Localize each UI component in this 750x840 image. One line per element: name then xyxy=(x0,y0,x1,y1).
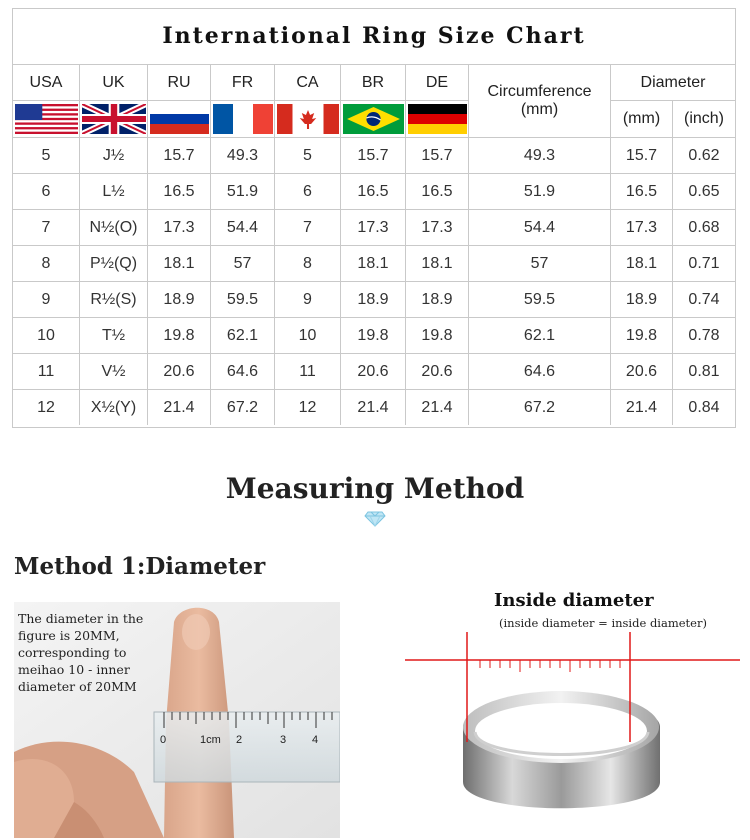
table-cell: 62.1 xyxy=(211,318,275,354)
table-cell: R½(S) xyxy=(80,282,148,318)
flag-cell xyxy=(211,101,275,138)
table-cell: 67.2 xyxy=(211,390,275,425)
column-header-br: BR xyxy=(341,65,406,101)
column-header-usa: USA xyxy=(13,65,80,101)
table-cell: 7 xyxy=(13,210,80,246)
ruler-label: 0 xyxy=(160,734,167,746)
table-cell: 0.68 xyxy=(673,210,735,246)
table-cell: V½ xyxy=(80,354,148,390)
table-cell: T½ xyxy=(80,318,148,354)
table-cell: X½(Y) xyxy=(80,390,148,425)
column-header-uk: UK xyxy=(80,65,148,101)
ring-size-chart xyxy=(12,8,736,428)
table-cell: 12 xyxy=(275,390,341,425)
diagram-title: Inside diameter xyxy=(494,590,654,611)
column-header-fr: FR xyxy=(211,65,275,101)
uk-flag-icon xyxy=(82,104,146,134)
table-cell: 0.71 xyxy=(673,246,735,282)
table-cell: 57 xyxy=(211,246,275,282)
table-cell: 8 xyxy=(13,246,80,282)
table-cell: 0.65 xyxy=(673,174,735,210)
table-cell: 15.7 xyxy=(406,138,469,174)
table-cell: 18.1 xyxy=(406,246,469,282)
germany-flag-icon xyxy=(408,104,467,134)
diamond-icon xyxy=(364,511,386,527)
flag-cell xyxy=(80,101,148,138)
table-cell: 19.8 xyxy=(148,318,211,354)
ruler-label: 1cm xyxy=(200,734,221,746)
table-cell: 51.9 xyxy=(469,174,611,210)
table-cell: 19.8 xyxy=(341,318,406,354)
table-cell: 20.6 xyxy=(148,354,211,390)
circumference-label: Circumference xyxy=(487,83,592,100)
table-cell: 49.3 xyxy=(469,138,611,174)
table-cell: 17.3 xyxy=(341,210,406,246)
table-cell: 6 xyxy=(13,174,80,210)
flag-cell xyxy=(341,101,406,138)
table-cell: 64.6 xyxy=(469,354,611,390)
table-cell: 18.9 xyxy=(406,282,469,318)
table-cell: 5 xyxy=(275,138,341,174)
usa-flag-icon xyxy=(15,104,78,134)
table-cell: 54.4 xyxy=(469,210,611,246)
ruler-label: 3 xyxy=(280,734,287,746)
table-cell: 6 xyxy=(275,174,341,210)
column-header-de: DE xyxy=(406,65,469,101)
table-cell: 0.81 xyxy=(673,354,735,390)
flag-cell xyxy=(13,101,80,138)
table-cell: 18.1 xyxy=(148,246,211,282)
column-header-ca: CA xyxy=(275,65,341,101)
diagram-subtitle: (inside diameter = inside diameter) xyxy=(499,616,707,630)
table-cell: 16.5 xyxy=(406,174,469,210)
table-cell: 64.6 xyxy=(211,354,275,390)
ruler-label: 4 xyxy=(312,734,319,746)
table-cell: 8 xyxy=(275,246,341,282)
table-cell: 0.78 xyxy=(673,318,735,354)
table-cell: 21.4 xyxy=(611,390,673,425)
finger-ruler-photo xyxy=(14,602,340,838)
brazil-flag-icon xyxy=(343,104,404,134)
table-cell: 11 xyxy=(275,354,341,390)
flag-cell xyxy=(406,101,469,138)
table-cell: 59.5 xyxy=(469,282,611,318)
column-header-circumference xyxy=(469,65,611,138)
table-cell: 17.3 xyxy=(148,210,211,246)
table-cell: 18.9 xyxy=(611,282,673,318)
table-cell: 59.5 xyxy=(211,282,275,318)
photo-caption: The diameter in the figure is 20MM, corresponding to meihao 10 - inner diameter of 20MM xyxy=(18,611,144,694)
ruler-label: 2 xyxy=(236,734,243,746)
column-header-ru: RU xyxy=(148,65,211,101)
diameter-unit-mm: (mm) xyxy=(611,101,673,138)
column-header-diameter: Diameter xyxy=(611,65,735,101)
table-cell: 18.1 xyxy=(611,246,673,282)
table-cell: 20.6 xyxy=(406,354,469,390)
table-cell: 10 xyxy=(13,318,80,354)
circumference-unit: (mm) xyxy=(520,101,559,118)
table-cell: N½(O) xyxy=(80,210,148,246)
table-cell: 17.3 xyxy=(611,210,673,246)
table-cell: 11 xyxy=(13,354,80,390)
table-cell: 9 xyxy=(13,282,80,318)
table-cell: 9 xyxy=(275,282,341,318)
table-cell: 19.8 xyxy=(406,318,469,354)
chart-title: International Ring Size Chart xyxy=(13,9,735,65)
table-cell: 17.3 xyxy=(406,210,469,246)
table-cell: 21.4 xyxy=(341,390,406,425)
diameter-unit-inch: (inch) xyxy=(673,101,735,138)
table-cell: 51.9 xyxy=(211,174,275,210)
table-cell: 12 xyxy=(13,390,80,425)
method-title: Method 1:Diameter xyxy=(14,553,266,580)
france-flag-icon xyxy=(213,104,273,134)
table-cell: 21.4 xyxy=(148,390,211,425)
table-cell: 21.4 xyxy=(406,390,469,425)
table-cell: 18.9 xyxy=(148,282,211,318)
table-cell: 18.1 xyxy=(341,246,406,282)
table-cell: 5 xyxy=(13,138,80,174)
table-cell: 16.5 xyxy=(611,174,673,210)
table-cell: 10 xyxy=(275,318,341,354)
russia-flag-icon xyxy=(150,104,209,134)
table-cell: 18.9 xyxy=(341,282,406,318)
table-cell: 15.7 xyxy=(611,138,673,174)
table-cell: 57 xyxy=(469,246,611,282)
table-cell: 15.7 xyxy=(341,138,406,174)
table-cell: 62.1 xyxy=(469,318,611,354)
table-cell: 20.6 xyxy=(611,354,673,390)
table-cell: 16.5 xyxy=(148,174,211,210)
section-title: Measuring Method xyxy=(225,472,525,505)
table-cell: 7 xyxy=(275,210,341,246)
table-cell: 49.3 xyxy=(211,138,275,174)
table-cell: 54.4 xyxy=(211,210,275,246)
table-cell: 16.5 xyxy=(341,174,406,210)
table-cell: 20.6 xyxy=(341,354,406,390)
table-cell: J½ xyxy=(80,138,148,174)
table-cell: P½(Q) xyxy=(80,246,148,282)
flag-cell xyxy=(275,101,341,138)
table-cell: 0.74 xyxy=(673,282,735,318)
table-cell: 67.2 xyxy=(469,390,611,425)
table-cell: 15.7 xyxy=(148,138,211,174)
table-cell: L½ xyxy=(80,174,148,210)
flag-cell xyxy=(148,101,211,138)
canada-flag-icon xyxy=(277,104,339,134)
table-cell: 0.84 xyxy=(688,398,720,416)
table-cell: 19.8 xyxy=(611,318,673,354)
ring-diagram xyxy=(405,632,740,837)
table-cell: 0.62 xyxy=(673,138,735,174)
